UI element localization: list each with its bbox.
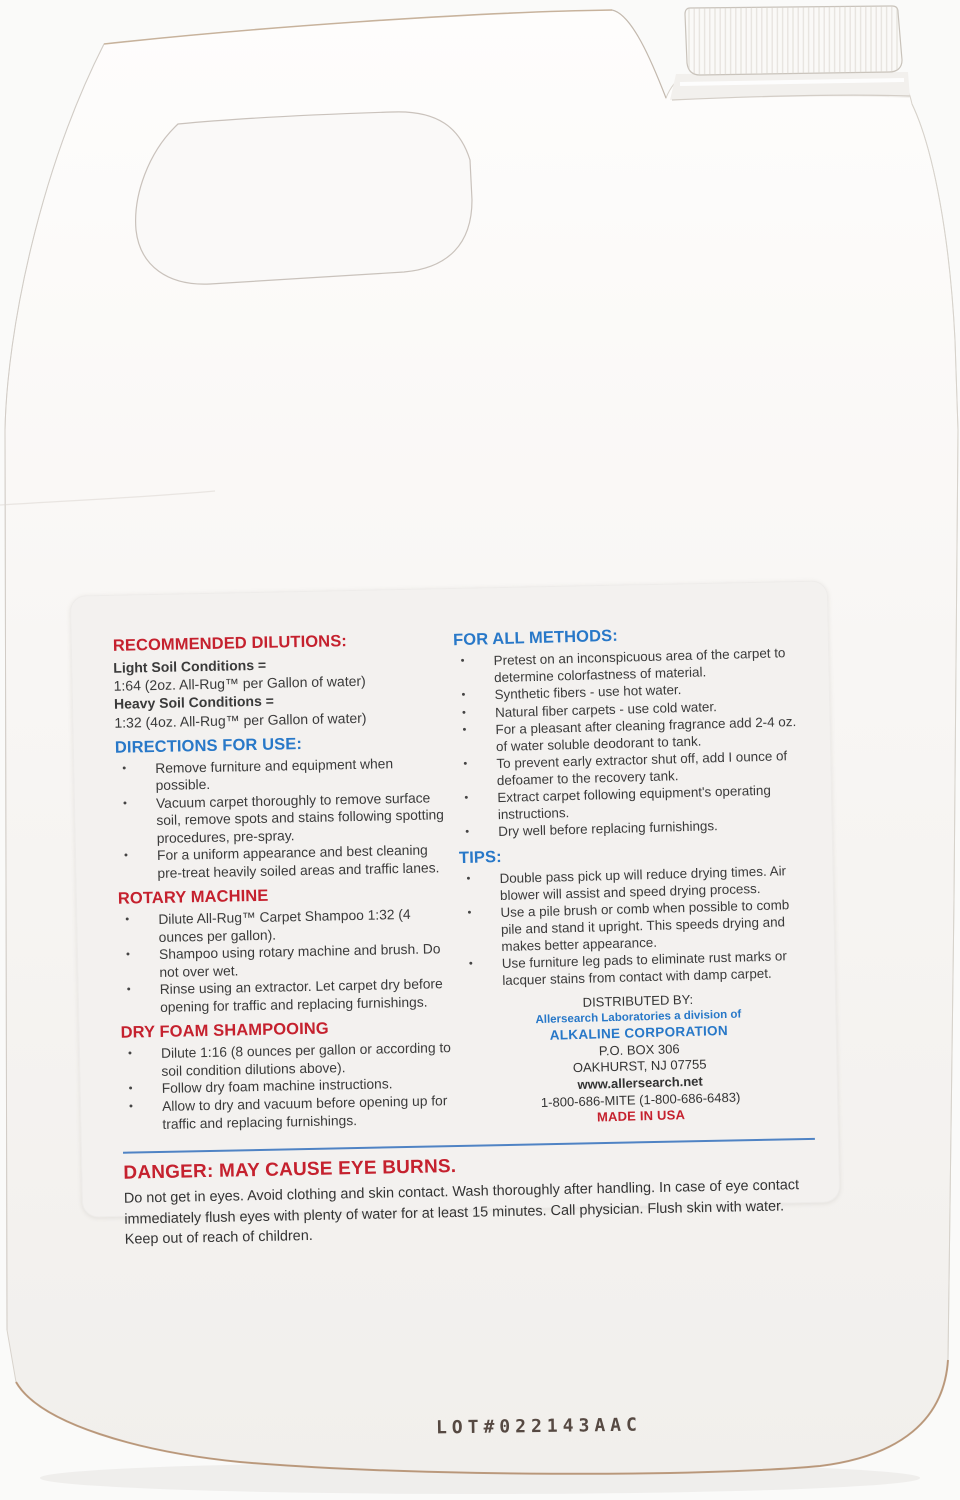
- section-dry-foam: [120, 1018, 454, 1134]
- section-heading: DIRECTIONS FOR USE:: [114, 734, 303, 757]
- list-item-text: Rinse using an extractor. Let carpet dry before opening for traffic and replacing furnishings.: [159, 976, 443, 1015]
- bullet-dot: •: [123, 849, 129, 862]
- section-recommended-dilutions: [113, 630, 447, 731]
- bullet-dot: •: [125, 948, 131, 962]
- section-heading: FOR ALL METHODS:: [452, 626, 619, 650]
- distributor-city: OAKHURST, NJ 07755: [572, 1056, 707, 1076]
- list-item-text: Allow to dry and vacuum before opening up for traffic and replacing furnishings.: [161, 1093, 448, 1132]
- section-heading: DRY FOAM SHAMPOOING: [120, 1020, 329, 1043]
- section-for-all-methods: [453, 622, 809, 842]
- list-item-text: Double pass pick up will reduce drying times. Air blower will assist and speed drying process.: [499, 863, 787, 903]
- section-heading: TIPS:: [458, 847, 502, 868]
- section-tips: [459, 840, 813, 991]
- danger-section: [123, 1138, 817, 1250]
- distributor-division: Allersearch Laboratories a division of: [535, 1008, 742, 1026]
- list-item-text: Use a pile brush or comb when possible to comb pile and stand it upright. This speeds drying and makes better appearance.: [500, 897, 790, 954]
- bullet-dot: •: [126, 983, 131, 997]
- bullet-dot: •: [460, 654, 465, 668]
- list-item-text: Remove furniture and equipment when possible.: [155, 755, 394, 794]
- bullet-dot: •: [467, 906, 472, 919]
- distributor-company: ALKALINE CORPORATION: [549, 1023, 729, 1044]
- list-item-text: Vacuum carpet thoroughly to remove surface soil, remove spots and stains following spotting procedures, pre-spray.: [155, 790, 445, 846]
- list-item-text: For a pleasant after cleaning fragrance add 2-4 oz. of water soluble deodorant to tank.: [495, 714, 797, 755]
- bullet-dot: •: [462, 724, 467, 737]
- list-item-text: Natural fiber carpets - use cold water.: [494, 698, 717, 720]
- dilution-heavy-value: 1:32 (4oz. All-Rug™ per Gallon of water): [114, 709, 367, 731]
- made-in-usa: MADE IN USA: [596, 1107, 686, 1125]
- bullet-dot: •: [463, 758, 468, 771]
- list-item: [460, 896, 811, 956]
- bullet-dot: •: [122, 762, 127, 775]
- distributor-po-box: P.O. BOX 306: [598, 1040, 680, 1059]
- label-columns: [113, 623, 815, 1141]
- bullet-dot: •: [127, 1047, 133, 1061]
- list-item-text: Use furniture leg pads to eliminate rust marks or lacquer stains from contact with damp carpet.: [501, 948, 788, 989]
- dilution-light-label: Light Soil Conditions =: [113, 656, 267, 676]
- lot-code: LOT#022143AAC: [435, 1414, 643, 1439]
- section-rotary-machine: [118, 883, 452, 1017]
- dilution-heavy-label: Heavy Soil Conditions =: [113, 692, 275, 713]
- list-item: [122, 1092, 455, 1134]
- section-heading: RECOMMENDED DILUTIONS:: [112, 632, 348, 655]
- section-directions: [115, 732, 450, 883]
- list-item: [117, 841, 450, 883]
- jug-handle-hole: [136, 112, 472, 284]
- bullet-dot: •: [461, 688, 466, 702]
- bullet-dot: •: [125, 913, 130, 926]
- list-item-text: Shampoo using rotary machine and brush. Do not over wet.: [158, 941, 441, 980]
- list-item-text: Dilute 1:16 (8 ounces per gallon or according to soil condition dilutions above).: [160, 1040, 452, 1079]
- distributed-by-heading: DISTRIBUTED BY:: [582, 991, 694, 1010]
- danger-heading: DANGER: MAY CAUSE EYE BURNS.: [123, 1156, 457, 1184]
- distributor-website: www.allersearch.net: [577, 1073, 703, 1092]
- list-item-text: Pretest on an inconspicuous area of the carpet to determine colorfastness of material.: [493, 645, 786, 686]
- list-item-text: Dilute All-Rug™ Carpet Shampoo 1:32 (4 ounces per gallon).: [158, 907, 411, 945]
- bullet-dot: •: [464, 792, 469, 805]
- list-item-text: Synthetic fibers - use hot water.: [494, 682, 682, 703]
- bullet-dot: •: [466, 872, 471, 885]
- distributor-phone: 1-800-686-MITE (1-800-686-6483): [540, 1089, 741, 1110]
- bullet-dot: •: [128, 1100, 134, 1113]
- dilution-light-value: 1:64 (2oz. All-Rug™ per Gallon of water): [113, 672, 366, 694]
- list-item-text: Follow dry foam machine instructions.: [161, 1076, 393, 1097]
- label-left-column: [113, 630, 455, 1141]
- list-item: [116, 789, 449, 848]
- list-item-text: Dry well before replacing furnishings.: [498, 818, 718, 840]
- bullet-dot: •: [128, 1082, 133, 1096]
- bullet-dot: •: [468, 957, 473, 970]
- section-heading: ROTARY MACHINE: [117, 887, 269, 909]
- back-label: [70, 580, 840, 1248]
- list-item-text: For a uniform appearance and best cleaning pre-treat heavily soiled areas and traffic lanes.: [156, 842, 440, 881]
- cap-ribs: [685, 6, 902, 75]
- bullet-dot: •: [122, 797, 127, 810]
- label-right-column: [453, 622, 817, 1135]
- danger-text: Do not get in eyes. Avoid clothing and skin contact. Wash thoroughly after handling. In case of eye contact immediately flush eyes with plenty of water for at least 15 minutes. Call physician. Flush skin with water. Keep out of reach of children.: [123, 1177, 800, 1248]
- bullet-dot: •: [465, 826, 470, 839]
- list-item-text: Extract carpet following equipment's operating instructions.: [497, 782, 771, 823]
- bullet-dot: •: [461, 706, 467, 719]
- list-item-text: To prevent early extractor shut off, add I ounce of defoamer to the recovery tank.: [496, 748, 788, 789]
- distributor-block: [463, 989, 816, 1130]
- list-item: [120, 976, 453, 1018]
